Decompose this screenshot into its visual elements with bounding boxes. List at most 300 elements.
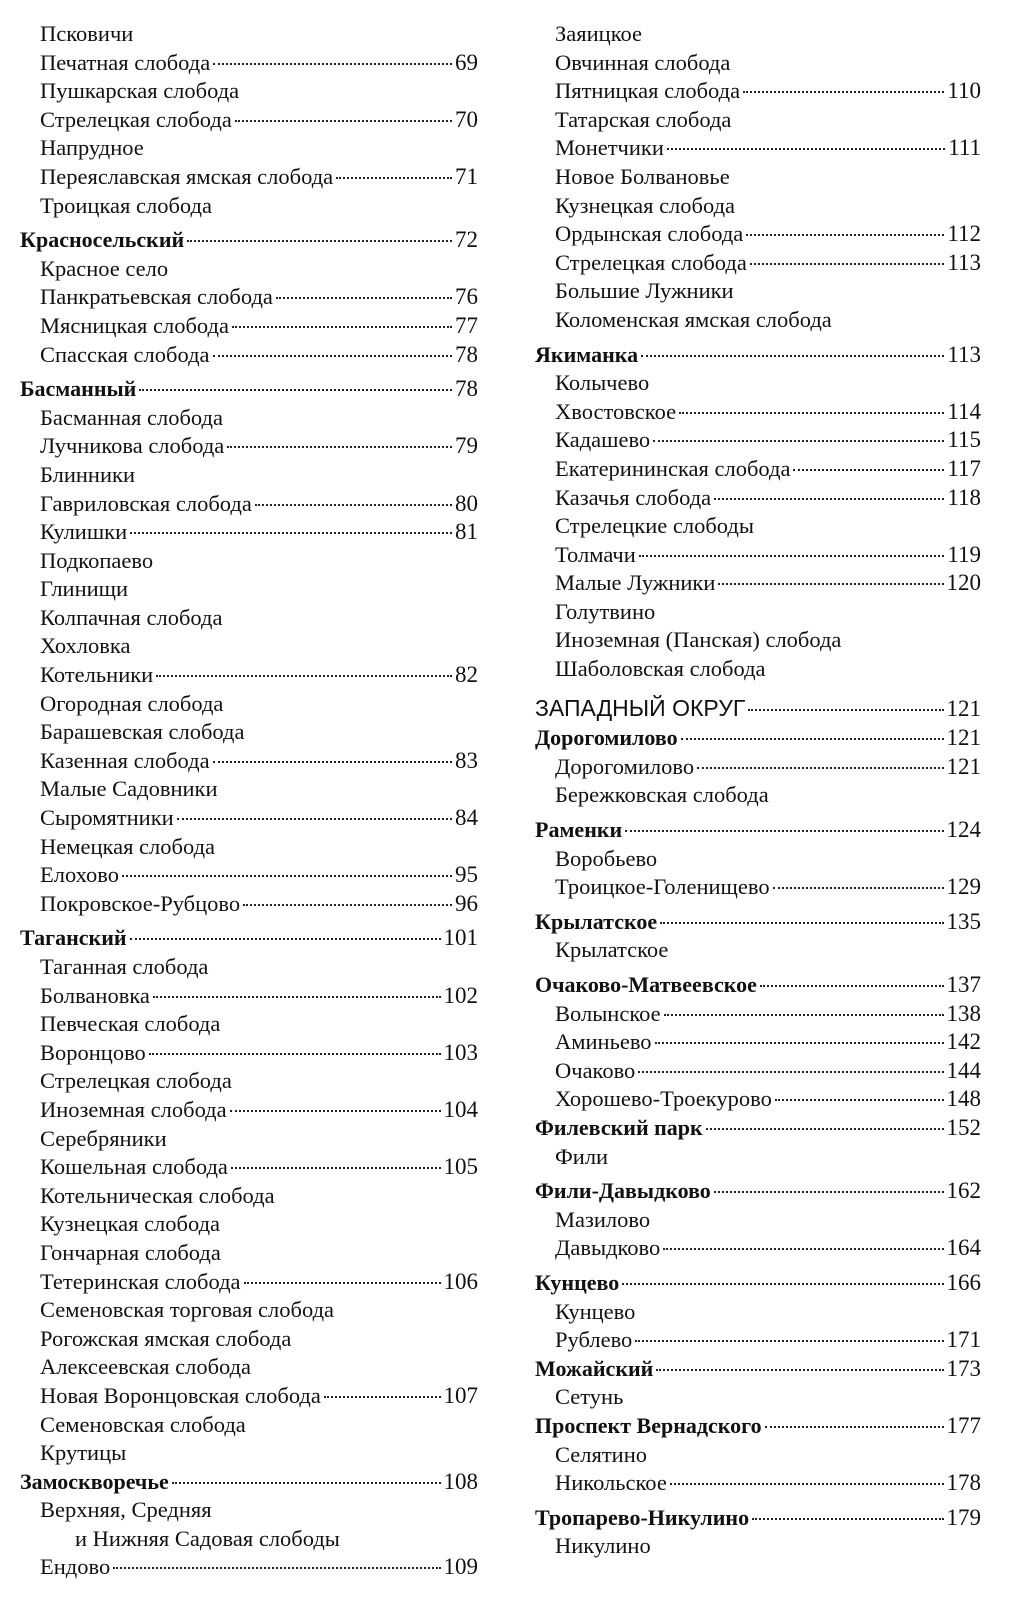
toc-page-number: 173	[946, 1355, 981, 1381]
toc-entry-title: Овчинная слобода	[555, 49, 731, 75]
toc-entry-title: Кузнецкая слобода	[40, 1211, 221, 1237]
toc-entry-title: Мясницкая слобода	[40, 312, 229, 338]
toc-entry	[535, 1441, 981, 1470]
toc-entry-title: Крылатское	[535, 908, 658, 934]
toc-leader-dots	[635, 1339, 943, 1342]
toc-entry	[20, 1067, 478, 1096]
toc-leader-dots	[243, 903, 452, 906]
toc-entry-title: Стрелецкая слобода	[555, 249, 747, 275]
toc-page-number: 71	[455, 163, 478, 189]
toc-entry-title: Гончарная слобода	[40, 1239, 221, 1265]
toc-entry-title: Алексеевская слобода	[40, 1354, 252, 1380]
toc-entry-title: Котельническая слобода	[40, 1182, 275, 1208]
toc-entry	[20, 1125, 478, 1154]
toc-entry-title: Дорогомилово	[535, 725, 678, 751]
toc-entry-title: Огородная слобода	[40, 690, 224, 716]
toc-entry-title: Селятино	[555, 1441, 648, 1467]
toc-entry	[20, 953, 478, 982]
toc-entry-title: Аминьево	[555, 1029, 652, 1055]
toc-leader-dots	[655, 1041, 944, 1044]
toc-page-number: 129	[946, 874, 981, 900]
toc-entry	[535, 77, 981, 106]
toc-leader-dots	[156, 674, 452, 677]
toc-page-number: 112	[947, 221, 981, 247]
toc-page-number: 162	[946, 1178, 981, 1204]
toc-page-number: 119	[947, 541, 981, 567]
toc-entry-title: Очаково	[555, 1057, 636, 1083]
toc-leader-dots	[235, 119, 452, 122]
toc-entry-title: Монетчики	[555, 135, 664, 161]
toc-leader-dots	[231, 1166, 441, 1169]
toc-page-number: 166	[946, 1269, 981, 1295]
toc-leader-dots	[664, 1013, 944, 1016]
toc-section-heading	[535, 1355, 981, 1384]
toc-leader-dots	[670, 1482, 944, 1485]
toc-entry-title: Лучникова слобода	[40, 433, 225, 459]
toc-page-number: 113	[947, 249, 981, 275]
toc-entry	[535, 1000, 981, 1029]
toc-entry	[20, 1296, 478, 1325]
toc-entry	[20, 1210, 478, 1239]
toc-entry	[20, 20, 478, 49]
toc-entry	[20, 1353, 478, 1382]
toc-entry-title: Стрелецкие слободы	[555, 513, 754, 539]
toc-leader-dots	[177, 817, 452, 820]
toc-leader-dots	[681, 737, 944, 740]
toc-entry	[535, 1028, 981, 1057]
toc-page-number: 80	[455, 490, 478, 516]
toc-entry-title: Большие Лужники	[555, 278, 734, 304]
toc-entry	[535, 369, 981, 398]
toc-entry-title: Серебряники	[40, 1125, 167, 1151]
toc-page-number: 113	[947, 341, 981, 367]
toc-entry	[535, 192, 981, 221]
toc-page-number: 135	[946, 908, 981, 934]
toc-section-heading	[20, 1468, 478, 1497]
toc-page-number: 103	[443, 1039, 478, 1065]
toc-entry	[535, 306, 981, 335]
toc-page-number: 118	[947, 484, 981, 510]
toc-page-number: 178	[946, 1470, 981, 1496]
toc-entry-title: Тропарево-Никулино	[535, 1504, 750, 1530]
toc-leader-dots	[639, 554, 945, 557]
toc-page-number: 81	[455, 519, 478, 545]
toc-entry	[20, 1439, 478, 1468]
toc-page-number: 82	[455, 662, 478, 688]
toc-entry	[535, 484, 981, 513]
toc-section-heading	[535, 1504, 981, 1533]
toc-entry-title: Очаково-Матвеевское	[535, 972, 757, 997]
toc-entry-title: ЗАПАДНЫЙ ОКРУГ	[535, 694, 746, 721]
toc-page-number: 107	[443, 1382, 478, 1408]
toc-section-heading	[535, 1114, 981, 1143]
toc-entry-title: Переяславская ямская слобода	[40, 163, 334, 189]
toc-entry	[20, 1382, 478, 1411]
toc-entry-title: Крутицы	[40, 1440, 127, 1466]
toc-page-number: 79	[455, 433, 478, 459]
toc-entry	[535, 1206, 981, 1235]
toc-entry-title: Кошельная слобода	[40, 1154, 228, 1180]
toc-entry-title: Немецкая слобода	[40, 833, 216, 859]
toc-entry	[20, 49, 478, 78]
toc-section-heading	[535, 1177, 981, 1206]
toc-section-heading	[535, 1269, 981, 1298]
toc-entry-title: Якиманка	[535, 341, 639, 367]
toc-entry-title: Стрелецкая слобода	[40, 106, 232, 132]
toc-entry-title: Казенная слобода	[40, 747, 210, 773]
toc-leader-dots	[153, 995, 441, 998]
toc-page-number: 148	[946, 1086, 981, 1112]
toc-entry-title: Псковичи	[40, 21, 134, 46]
toc-entry	[535, 20, 981, 49]
toc-entry-title: Воронцово	[40, 1039, 146, 1065]
toc-page-number: 144	[946, 1057, 981, 1083]
toc-entry	[20, 1411, 478, 1440]
toc-entry-title: Басманный	[20, 376, 137, 402]
toc-leader-dots	[130, 531, 452, 534]
toc-leader-dots	[232, 325, 452, 328]
toc-entry-title: Кулишки	[40, 519, 128, 545]
toc-page-number: 108	[443, 1468, 478, 1494]
toc-entry	[20, 982, 478, 1011]
toc-entry	[535, 626, 981, 655]
toc-entry	[20, 1525, 478, 1554]
toc-leader-dots	[775, 1098, 944, 1101]
toc-page-number: 70	[455, 106, 478, 132]
toc-entry	[535, 598, 981, 627]
toc-entry-title: Кунцево	[555, 1298, 636, 1324]
toc-entry	[535, 1057, 981, 1086]
toc-entry	[535, 426, 981, 455]
toc-page-number: 121	[946, 695, 981, 721]
toc-entry-title: Колпачная слобода	[40, 604, 223, 630]
toc-entry-title: Казачья слобода	[555, 484, 712, 510]
toc-entry-title: Екатерининская слобода	[555, 455, 791, 481]
toc-entry	[20, 547, 478, 576]
toc-entry-title: Замоскворечье	[20, 1468, 169, 1494]
toc-entry-title: Рогожская ямская слобода	[40, 1325, 292, 1351]
toc-entry-title: Напрудное	[40, 135, 144, 161]
toc-entry	[20, 804, 478, 833]
toc-page-number: 76	[455, 284, 478, 310]
toc-entry	[20, 341, 478, 370]
toc-column-right	[535, 20, 981, 1561]
toc-leader-dots	[750, 262, 945, 265]
toc-page-number: 164	[946, 1235, 981, 1261]
toc-column-left	[20, 20, 478, 1582]
toc-district-heading	[535, 694, 981, 723]
toc-leader-dots	[663, 1247, 943, 1250]
toc-entry	[20, 490, 478, 519]
toc-entry-title: Татарская слобода	[555, 106, 732, 132]
toc-entry-title: Котельники	[40, 662, 154, 688]
toc-entry-title: Фили-Давыдково	[535, 1178, 711, 1204]
toc-entry	[20, 404, 478, 433]
toc-entry-title: Воробьево	[555, 845, 658, 871]
toc-leader-dots	[324, 1395, 441, 1398]
toc-entry	[20, 861, 478, 890]
toc-leader-dots	[679, 411, 944, 414]
toc-leader-dots	[714, 1190, 944, 1193]
toc-entry	[535, 936, 981, 965]
toc-entry	[535, 845, 981, 874]
toc-entry-title: Пятницкая слобода	[555, 78, 741, 104]
toc-entry	[20, 1010, 478, 1039]
toc-entry-title: Певческая слобода	[40, 1011, 221, 1037]
toc-entry-title: Рублево	[555, 1327, 633, 1353]
toc-entry	[535, 1383, 981, 1412]
toc-entry-title: Крылатское	[555, 937, 669, 963]
toc-entry-title: Таганная слобода	[40, 954, 209, 979]
toc-section-heading	[535, 816, 981, 845]
toc-page-number: 110	[947, 78, 981, 104]
toc-leader-dots	[714, 497, 944, 500]
toc-leader-dots	[149, 1052, 441, 1055]
toc-entry	[20, 1039, 478, 1068]
toc-entry-title: Дорогомилово	[555, 753, 695, 779]
toc-page-number: 106	[443, 1268, 478, 1294]
toc-page-number: 109	[443, 1554, 478, 1580]
toc-entry	[20, 106, 478, 135]
toc-page-number: 69	[455, 49, 478, 75]
toc-page-number: 78	[455, 341, 478, 367]
toc-entry-title: Проспект Вернадского	[535, 1412, 762, 1438]
toc-leader-dots	[130, 937, 441, 940]
toc-entry	[535, 655, 981, 684]
toc-entry-title: Болвановка	[40, 982, 150, 1008]
toc-entry-title: Кадашево	[555, 427, 651, 453]
toc-leader-dots	[622, 1282, 943, 1285]
toc-entry	[535, 455, 981, 484]
toc-leader-dots	[122, 874, 452, 877]
toc-page-number: 124	[946, 817, 981, 843]
toc-entry-title: Кузнецкая слобода	[555, 192, 736, 218]
toc-entry-title: Красносельский	[20, 227, 185, 253]
toc-leader-dots	[244, 1281, 441, 1284]
toc-leader-dots	[656, 1368, 943, 1371]
toc-entry-title: Басманная слобода	[40, 404, 223, 430]
toc-section-heading	[20, 226, 478, 255]
toc-leader-dots	[213, 760, 452, 763]
toc-leader-dots	[638, 1070, 943, 1073]
toc-leader-dots	[793, 468, 944, 471]
toc-entry	[20, 1325, 478, 1354]
toc-entry	[20, 775, 478, 804]
toc-leader-dots	[706, 1127, 944, 1130]
toc-page-number: 72	[455, 227, 478, 253]
toc-entry-title: Хвостовское	[555, 398, 677, 424]
toc-entry-title: Голутвино	[555, 598, 656, 624]
toc-entry-title: Шаболовская слобода	[555, 656, 766, 682]
toc-entry	[20, 1153, 478, 1182]
toc-section-heading	[20, 924, 478, 953]
toc-page-number: 114	[947, 398, 981, 424]
toc-leader-dots	[213, 62, 452, 65]
toc-entry-title: Можайский	[535, 1355, 654, 1381]
toc-entry-title: Колычево	[555, 370, 650, 396]
toc-entry-title: Семеновская слобода	[40, 1411, 246, 1437]
toc-entry	[535, 134, 981, 163]
toc-entry	[20, 432, 478, 461]
toc-section-heading	[535, 908, 981, 937]
toc-entry-title: Кунцево	[535, 1269, 620, 1295]
toc-entry-title: Новая Воронцовская слобода	[40, 1382, 321, 1408]
toc-entry-title: Толмачи	[555, 541, 636, 567]
toc-page-number: 179	[946, 1504, 981, 1530]
toc-entry	[535, 49, 981, 78]
toc-entry-title: Пушкарская слобода	[40, 78, 240, 104]
toc-entry	[535, 512, 981, 541]
toc-entry	[20, 461, 478, 490]
toc-entry	[535, 106, 981, 135]
toc-entry	[535, 541, 981, 570]
toc-entry	[20, 661, 478, 690]
toc-page-number: 104	[443, 1096, 478, 1122]
toc-entry	[20, 134, 478, 163]
toc-leader-dots	[748, 708, 943, 711]
toc-entry	[20, 1268, 478, 1297]
toc-entry-title: и Нижняя Садовая слободы	[75, 1525, 340, 1551]
toc-entry-title: Троицкое-Голенищево	[555, 874, 770, 900]
toc-leader-dots	[653, 439, 944, 442]
toc-leader-dots	[743, 90, 944, 93]
toc-entry-title: Стрелецкая слобода	[40, 1068, 232, 1094]
toc-entry	[535, 220, 981, 249]
toc-entry	[535, 1143, 981, 1172]
toc-leader-dots	[641, 354, 944, 357]
toc-entry-title: Троицкая слобода	[40, 192, 212, 218]
toc-entry-title: Подкопаево	[40, 547, 154, 573]
toc-page-number: 138	[946, 1000, 981, 1026]
toc-entry-title: Волынское	[555, 1000, 661, 1026]
toc-entry	[535, 873, 981, 902]
toc-leader-dots	[172, 1481, 441, 1484]
toc-leader-dots	[773, 886, 944, 889]
toc-entry-title: Блинники	[40, 461, 135, 487]
toc-page-number: 137	[946, 972, 981, 997]
toc-leader-dots	[667, 147, 945, 150]
toc-entry-title: Барашевская слобода	[40, 719, 245, 745]
toc-page-number: 177	[946, 1412, 981, 1438]
toc-entry	[535, 277, 981, 306]
toc-entry	[20, 518, 478, 547]
toc-section-heading	[535, 1412, 981, 1441]
toc-leader-dots	[255, 503, 452, 506]
toc-entry	[535, 781, 981, 810]
toc-entry-title: Таганский	[20, 925, 127, 951]
toc-entry-title: Тетеринская слобода	[40, 1268, 241, 1294]
toc-page-number: 105	[443, 1154, 478, 1180]
toc-entry	[20, 718, 478, 747]
toc-entry-title: Хорошево-Троекурово	[555, 1086, 772, 1112]
toc-entry	[535, 1298, 981, 1327]
toc-leader-dots	[213, 354, 452, 357]
toc-page-number: 152	[946, 1114, 981, 1140]
toc-entry	[20, 1553, 478, 1582]
toc-leader-dots	[760, 984, 944, 987]
toc-entry	[20, 77, 478, 106]
toc-page-number: 121	[946, 725, 981, 751]
toc-entry-title: Хохловка	[40, 633, 131, 659]
toc-entry	[535, 249, 981, 278]
toc-entry-title: Мазилово	[555, 1206, 651, 1232]
toc-page-number: 84	[455, 805, 478, 831]
toc-entry	[535, 1234, 981, 1263]
toc-entry	[20, 1096, 478, 1125]
toc-entry-title: Филевский парк	[535, 1114, 703, 1140]
toc-page-number: 117	[947, 455, 981, 481]
toc-page-number: 121	[946, 753, 981, 779]
toc-entry-title: Раменки	[535, 817, 623, 843]
toc-page-number: 78	[455, 376, 478, 402]
toc-leader-dots	[336, 176, 452, 179]
toc-page-number: 115	[947, 427, 981, 453]
toc-page-number: 171	[946, 1327, 981, 1353]
toc-page-number: 142	[946, 1029, 981, 1055]
toc-entry-title: Спасская слобода	[40, 341, 210, 367]
toc-entry-title: Сыромятники	[40, 805, 174, 831]
toc-entry	[535, 569, 981, 598]
toc-entry	[20, 255, 478, 284]
toc-entry	[20, 890, 478, 919]
toc-entry	[535, 398, 981, 427]
toc-entry	[20, 1496, 478, 1525]
toc-entry-title: Никулино	[555, 1533, 651, 1559]
toc-entry	[20, 163, 478, 192]
toc-leader-dots	[227, 445, 452, 448]
toc-leader-dots	[697, 766, 943, 769]
toc-page-number: 83	[455, 747, 478, 773]
toc-entry	[20, 575, 478, 604]
toc-entry-title: Ордынская слобода	[555, 221, 744, 247]
toc-page-number: 102	[443, 982, 478, 1008]
toc-page-number: 96	[455, 890, 478, 916]
toc-entry-title: Малые Садовники	[40, 776, 218, 802]
toc-leader-dots	[230, 1109, 441, 1112]
toc-entry-title: Елохово	[40, 862, 120, 888]
toc-entry	[20, 604, 478, 633]
toc-entry-title: Верхняя, Средняя	[40, 1497, 212, 1523]
toc-section-heading	[535, 724, 981, 753]
toc-entry-title: Иноземная (Панская) слобода	[555, 627, 842, 653]
toc-entry-title: Новое Болвановье	[555, 163, 730, 189]
toc-entry	[20, 312, 478, 341]
toc-entry-title: Бережковская слобода	[555, 782, 769, 808]
toc-leader-dots	[113, 1566, 440, 1569]
toc-page-number: 101	[443, 925, 478, 951]
toc-section-heading	[535, 971, 981, 1000]
toc-page-number: 77	[455, 312, 478, 338]
toc-entry-title: Иноземная слобода	[40, 1096, 227, 1122]
toc-entry	[535, 1326, 981, 1355]
toc-entry	[20, 833, 478, 862]
toc-leader-dots	[139, 388, 452, 391]
toc-entry-title: Ендово	[40, 1554, 111, 1580]
toc-section-heading	[20, 375, 478, 404]
toc-entry-title: Панкратьевская слобода	[40, 284, 273, 310]
toc-entry-title: Заяицкое	[555, 21, 642, 46]
toc-entry-title: Гавриловская слобода	[40, 490, 252, 516]
toc-leader-dots	[625, 829, 943, 832]
toc-entry	[535, 163, 981, 192]
toc-leader-dots	[276, 296, 452, 299]
toc-entry-title: Малые Лужники	[555, 570, 716, 596]
toc-entry	[20, 690, 478, 719]
toc-leader-dots	[765, 1425, 944, 1428]
toc-entry-title: Коломенская ямская слобода	[555, 306, 832, 332]
toc-section-heading	[535, 341, 981, 370]
toc-entry-title: Покровское-Рубцово	[40, 890, 241, 916]
